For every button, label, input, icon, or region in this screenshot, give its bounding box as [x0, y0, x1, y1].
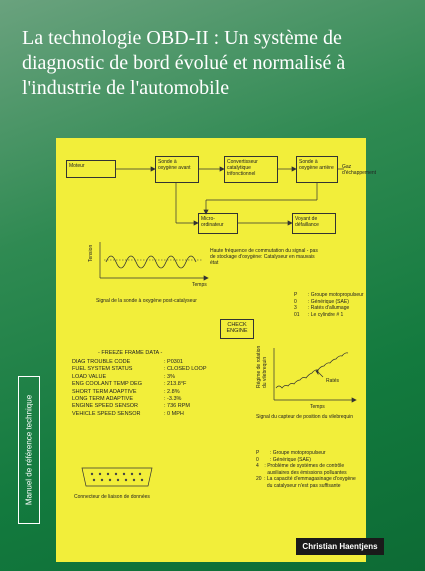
legend-1-row: 3 : Ratés d'allumage: [294, 305, 350, 312]
freeze-row: ENG COOLANT TEMP DEG : 213.8°F: [72, 381, 187, 388]
legend-1: [294, 292, 364, 318]
crank-caption: Signal du capteur de position du vilebrequin: [256, 414, 354, 420]
legend-2-row: 20 : La capacité d'emmagasinage d'oxygène du catalyseur n'est pas suffisante: [256, 476, 356, 489]
freeze-row: VEHICLE SPEED SENSOR : 0 MPH: [72, 410, 184, 417]
connector-caption: Connecteur de liaison de données: [74, 494, 150, 500]
sensor-caption: Signal de la sonde à oxygène post-catalyseur: [96, 298, 197, 304]
illustration-panel: [56, 138, 377, 562]
freeze-row: ENGINE SPEED SENSOR : 736 RPM: [72, 403, 190, 410]
legend-1-row: 0 : Générique (SAE): [294, 298, 349, 305]
legend-2-row: 0 : Générique (SAE): [256, 456, 311, 463]
freeze-frame-data: [72, 359, 207, 418]
sensor-note: Haute fréquence de commutation du signal - pas de stockage d'oxygène: Catalyseur en mauvais état: [210, 248, 318, 266]
freeze-frame-title: - FREEZE FRAME DATA -: [98, 350, 163, 356]
freeze-row: LOAD VALUE : 3%: [72, 373, 176, 380]
sensor-xlabel: Temps: [192, 282, 207, 288]
sensor-wave: [106, 256, 196, 268]
box-convertisseur: Convertisseur catalytique trifonctionnel: [224, 156, 278, 183]
legend-1-row: 01 : Le cylindre # 1: [294, 311, 344, 318]
sensor-ylabel: Tension: [88, 244, 94, 262]
label-gaz: Gaz d'échappement: [342, 164, 377, 176]
crank-rates-label: Ratés: [326, 378, 340, 384]
freeze-row: LONG TERM ADAPTIVE : -3.3%: [72, 396, 182, 403]
legend-2-row: P : Groupe motopropulseur: [256, 450, 326, 456]
check-engine-indicator: CHECK ENGINE: [220, 319, 254, 339]
box-sonde-avant: Sonde à oxygène avant: [155, 156, 199, 183]
box-voyant: Voyant de défaillance: [292, 213, 336, 234]
crank-xlabel: Temps: [310, 404, 325, 410]
freeze-row: FUEL SYSTEM STATUS : CLOSED LOOP: [72, 366, 207, 373]
freeze-row: SHORT TERM ADAPTIVE : 2.8%: [72, 388, 180, 395]
freeze-row: DIAG TROUBLE CODE : P0301: [72, 359, 183, 365]
spine-label: Manuel de référence technique: [18, 376, 40, 524]
box-sonde-arriere: Sonde à oxygène arrière: [296, 156, 338, 183]
legend-1-row: P : Groupe motopropulseur: [294, 292, 364, 298]
crank-ylabel: Régime de rotation du vilebrequin: [256, 345, 268, 388]
legend-2: [256, 450, 362, 490]
author-name: Christian Haentjens: [296, 538, 384, 555]
box-micro: Micro-ordinateur: [198, 213, 238, 234]
legend-2-row: 4 : Problème de systèmes de contrôle auxiliaires des émissions polluantes: [256, 463, 347, 476]
book-title: La technologie OBD-II : Un système de diagnostic de bord évolué et normalisé à l'industrie de l'automobile: [22, 27, 346, 99]
box-moteur: Moteur: [66, 160, 116, 178]
